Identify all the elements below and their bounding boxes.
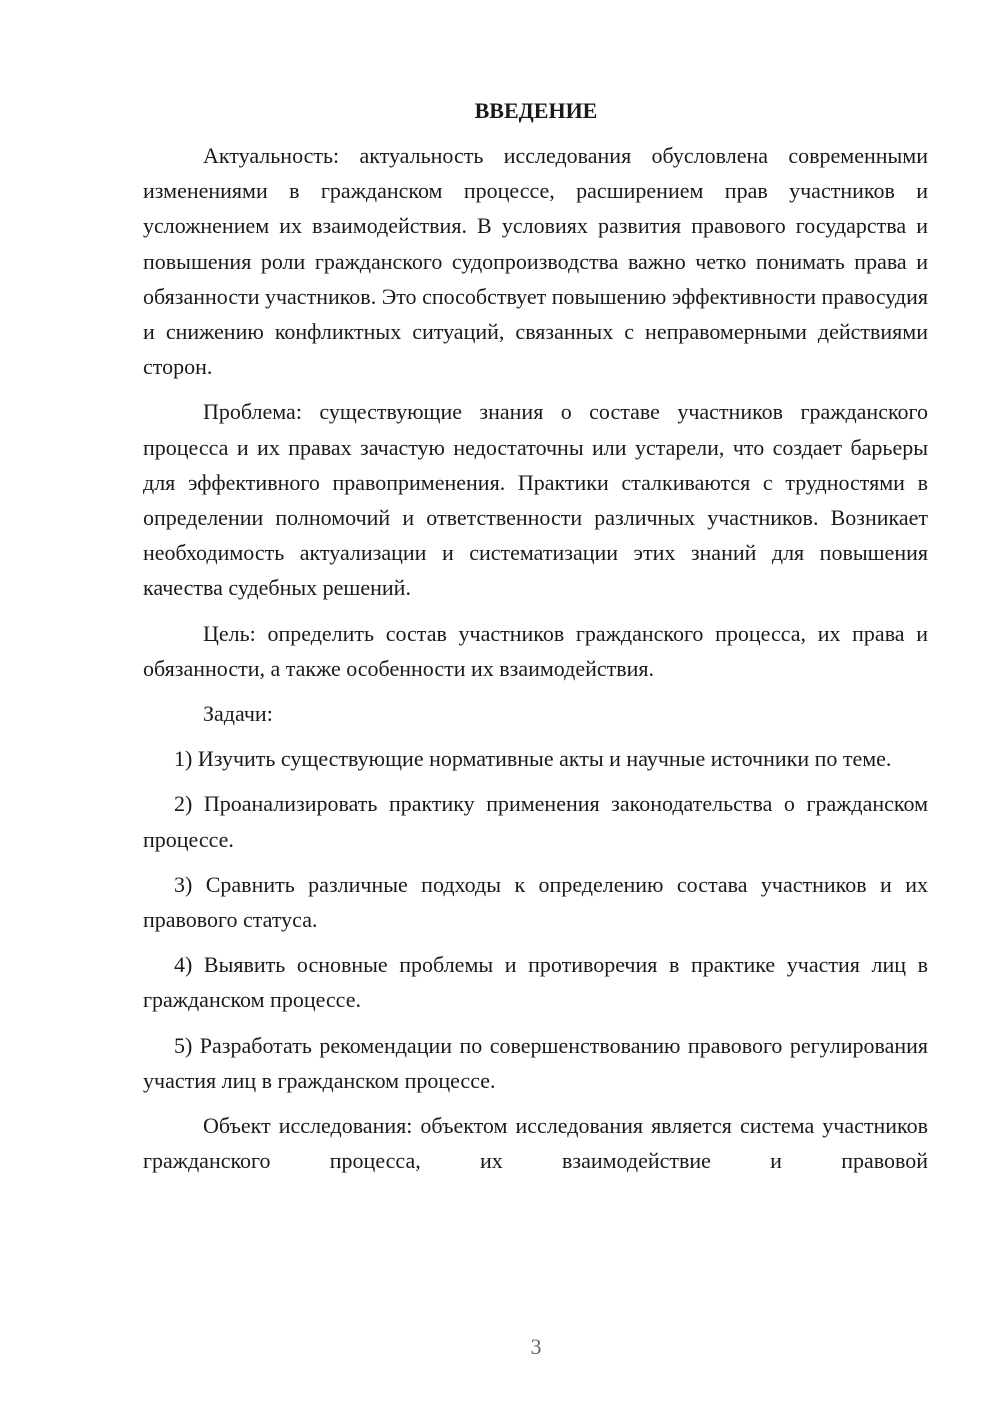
page-number: 3 bbox=[530, 1334, 542, 1359]
paragraph-object: Объект исследования: объектом исследования является система участников гражданского процесса, их взаимодействие и правовой bbox=[143, 1113, 928, 1174]
page-content bbox=[143, 96, 928, 1188]
paragraph-goal: Цель: определить состав участников гражданского процесса, их права и обязанности, а также особенности их взаимодействия. bbox=[143, 620, 928, 681]
task-item: 3) Сравнить различные подходы к определению состава участников и их правового статуса. bbox=[143, 871, 928, 933]
paragraph-relevance: Актуальность: актуальность исследования обусловлена современными изменениями в гражданском процессе, расширением прав участников и усложнением их взаимодействия. В условиях развития правового государства и повышения роли гражданского судопроизводства важно четко понимать права и обязанности участников. Это способствует повышению эффективности правосудия и снижению конфликтных ситуаций, связанных с неправомерными действиями сторон. bbox=[143, 143, 928, 380]
section-title: ВВЕДЕНИЕ bbox=[474, 98, 598, 123]
paragraph-problem: Проблема: существующие знания о составе участников гражданского процесса и их правах зачастую недостаточны или устарели, что создает барьеры для эффективного правоприменения. Практики сталкиваются с трудностями в определении полномочий и ответственности различных участников. Возникает необходимость актуализации и систематизации этих знаний для повышения качества судебных решений. bbox=[143, 399, 928, 601]
task-item: 4) Выявить основные проблемы и противоречия в практике участия лиц в гражданском процессе. bbox=[143, 952, 928, 1013]
task-item: 2) Проанализировать практику применения законодательства о гражданском процессе. bbox=[143, 791, 928, 852]
tasks-heading: Задачи: bbox=[203, 701, 273, 727]
task-item: 5) Разработать рекомендации по совершенствованию правового регулирования участия лиц в гражданском процессе. bbox=[143, 1032, 928, 1093]
task-item: 1) Изучить существующие нормативные акты и научные источники по теме. bbox=[174, 746, 892, 772]
